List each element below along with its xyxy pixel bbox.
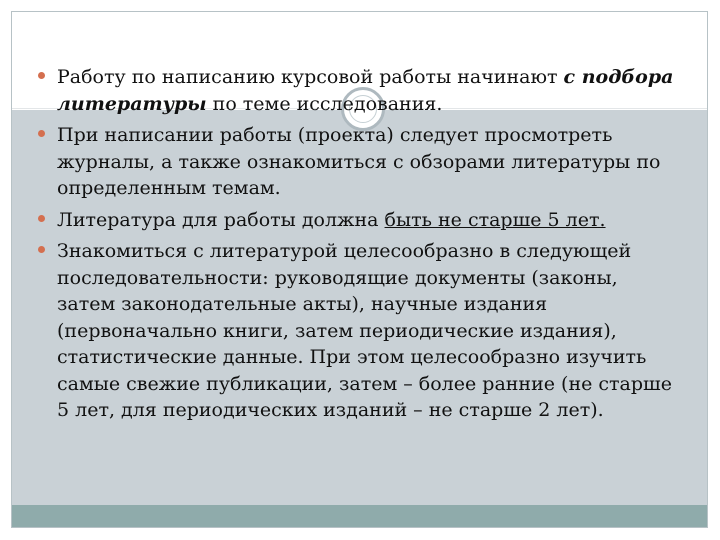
bullet-2-text: При написании работы (проекта) следует просмотреть журналы, а также ознакомиться с обзорами литературы по определенным темам. [57, 124, 661, 199]
bullet-dot-icon [38, 246, 45, 253]
bullet-dot-icon [38, 215, 45, 222]
bullet-item-3 [38, 207, 678, 234]
bullet-1-text-end: по теме исследования. [206, 92, 443, 115]
bullet-3-text: Литература для работы должна [57, 208, 385, 231]
bullet-list [38, 64, 678, 429]
footer-band [12, 505, 707, 527]
bullet-dot-icon [38, 130, 45, 137]
bullet-dot-icon [38, 72, 45, 79]
bullet-item-4 [38, 238, 678, 424]
bullet-item-2 [38, 122, 678, 202]
bullet-1-text: Работу по написанию курсовой работы начинают [57, 66, 564, 88]
bullet-4-text: Знакомиться с литературой целесообразно в следующей последовательности: руководящие документы (законы, затем законодательные акты), научные издания (первоначально книги, затем периодические издания), статистические данные. При этом целесообразно изучить самые свежие публикации, затем – более ранние (не старше 5 лет, для периодических изданий – не старше 2 лет). [57, 240, 672, 421]
bullet-1-emphasis: с подбора литературы [57, 66, 674, 115]
bullet-item-1 [38, 64, 678, 117]
bullet-3-underlined: быть не старше 5 лет. [384, 208, 606, 231]
